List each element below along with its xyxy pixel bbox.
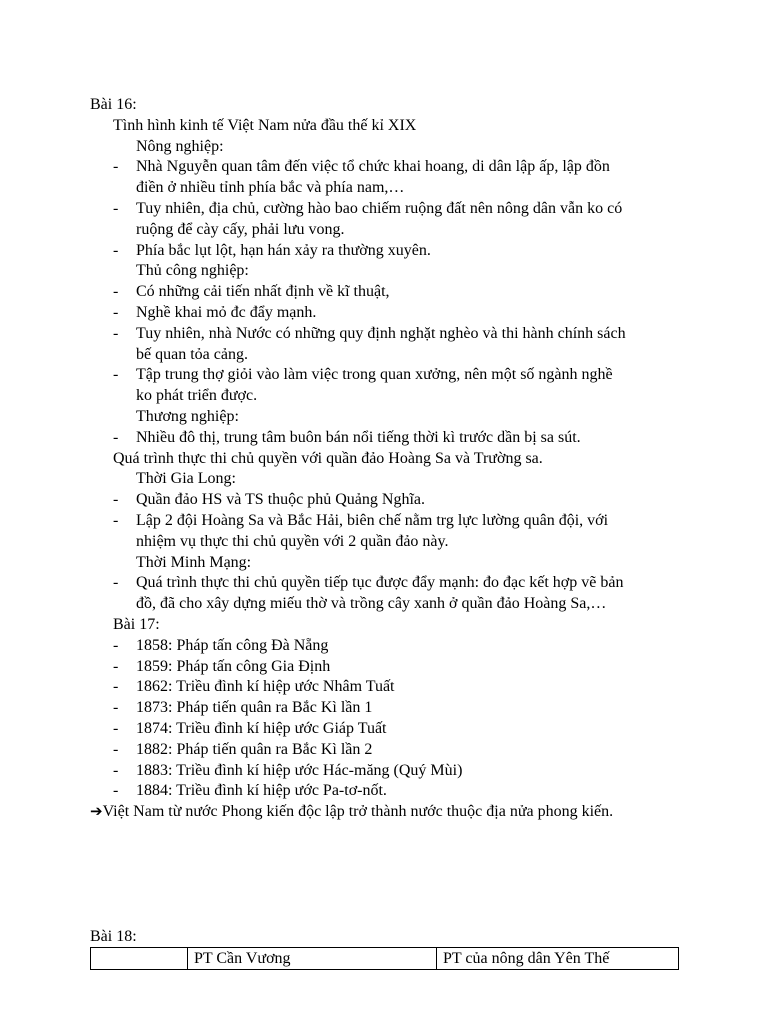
table-cell-empty <box>91 948 188 970</box>
nong-nghiep-item: Nhà Nguyễn quan tâm đến việc tổ chức khai hoang, di dân lập ấp, lập đồn <box>136 158 610 175</box>
sovereignty-title: Quá trình thực thi chủ quyền với quần đảo Hoàng Sa và Trường sa. <box>113 450 543 467</box>
thu-cong-nghiep-item: Có những cải tiến nhất định về kĩ thuật, <box>136 283 390 300</box>
timeline-event: 1862: Triều đình kí hiệp ước Nhâm Tuất <box>136 678 395 695</box>
timeline-event: 1882: Pháp tiến quân ra Bắc Kì lần 2 <box>136 741 373 758</box>
bullet-dash: - <box>113 512 119 529</box>
thuong-nghiep-item: Nhiều đô thị, trung tâm buôn bán nổi tiếng thời kì trước dần bị sa sút. <box>136 429 581 446</box>
minh-mang-label: Thời Minh Mạng: <box>136 554 252 571</box>
bullet-dash: - <box>113 366 119 383</box>
thuong-nghiep-label: Thương nghiệp: <box>136 408 239 425</box>
bullet-dash: - <box>113 200 119 217</box>
bullet-dash: - <box>113 242 119 259</box>
thu-cong-nghiep-item: bế quan tỏa cảng. <box>136 346 248 363</box>
lesson-16-title: Tình hình kinh tế Việt Nam nửa đầu thế kỉ XIX <box>113 117 417 134</box>
comparison-table <box>90 947 679 970</box>
thu-cong-nghiep-label: Thủ công nghiệp: <box>136 262 249 279</box>
bullet-dash: - <box>113 574 119 591</box>
gia-long-item: Lập 2 đội Hoàng Sa và Bắc Hải, biên chế nằm trg lực lường quân đội, với <box>136 512 609 529</box>
conclusion-text: Việt Nam từ nước Phong kiến độc lập trở thành nước thuộc địa nửa phong kiến. <box>102 803 614 820</box>
thu-cong-nghiep-item: Nghề khai mỏ đc đẩy mạnh. <box>136 304 317 321</box>
nong-nghiep-item: Tuy nhiên, địa chủ, cường hào bao chiếm ruộng đất nên nông dân vẫn ko có <box>136 200 623 217</box>
nong-nghiep-label: Nông nghiệp: <box>136 138 224 155</box>
gia-long-item: nhiệm vụ thực thi chủ quyền với 2 quần đảo này. <box>136 533 449 550</box>
arrow-right-icon: ➔ <box>90 802 103 820</box>
bullet-dash: - <box>113 658 119 675</box>
thu-cong-nghiep-item: Tập trung thợ giỏi vào làm việc trong quan xưởng, nên một số ngành nghề <box>136 366 613 383</box>
timeline-event: 1884: Triều đình kí hiệp ước Pa-tơ-nốt. <box>136 782 387 799</box>
timeline-event: 1874: Triều đình kí hiệp ước Giáp Tuất <box>136 720 387 737</box>
minh-mang-item: Quá trình thực thi chủ quyền tiếp tục được đẩy mạnh: đo đạc kết hợp vẽ bản <box>136 574 624 591</box>
minh-mang-item: đồ, đã cho xây dựng miếu thờ và trồng cây xanh ở quần đảo Hoàng Sa,… <box>136 595 607 612</box>
table-cell-yen-the: PT của nông dân Yên Thế <box>437 948 679 970</box>
bullet-dash: - <box>113 304 119 321</box>
thu-cong-nghiep-item: Tuy nhiên, nhà Nước có những quy định nghặt nghèo và thi hành chính sách <box>136 325 626 342</box>
bullet-dash: - <box>113 158 119 175</box>
gia-long-item: Quần đảo HS và TS thuộc phủ Quảng Nghĩa. <box>136 491 425 508</box>
bullet-dash: - <box>113 720 119 737</box>
bullet-dash: - <box>113 762 119 779</box>
timeline-event: 1858: Pháp tấn công Đà Nẵng <box>136 637 329 654</box>
lesson-17-heading: Bài 17: <box>113 616 160 633</box>
timeline-event: 1883: Triều đình kí hiệp ước Hác-măng (Quý Mùi) <box>136 762 463 779</box>
gia-long-label: Thời Gia Long: <box>136 470 236 487</box>
timeline-event: 1859: Pháp tấn công Gia Định <box>136 658 331 675</box>
timeline-event: 1873: Pháp tiến quân ra Bắc Kì lần 1 <box>136 699 373 716</box>
bullet-dash: - <box>113 782 119 799</box>
bullet-dash: - <box>113 283 119 300</box>
bullet-dash: - <box>113 741 119 758</box>
bullet-dash: - <box>113 699 119 716</box>
conclusion-line <box>90 801 613 822</box>
thu-cong-nghiep-item: ko phát triển được. <box>136 387 258 404</box>
lesson-18-heading: Bài 18: <box>90 928 137 945</box>
bullet-dash: - <box>113 429 119 446</box>
bullet-dash: - <box>113 491 119 508</box>
lesson-16-heading: Bài 16: <box>90 96 137 113</box>
table-header-row <box>91 948 679 970</box>
table-cell-can-vuong: PT Cần Vương <box>188 948 437 970</box>
nong-nghiep-item: điền ở nhiều tỉnh phía bắc và phía nam,… <box>136 179 405 196</box>
bullet-dash: - <box>113 325 119 342</box>
bullet-dash: - <box>113 637 119 654</box>
bullet-dash: - <box>113 678 119 695</box>
nong-nghiep-item: ruộng để cày cấy, phải lưu vong. <box>136 221 345 238</box>
nong-nghiep-item: Phía bắc lụt lột, hạn hán xảy ra thường xuyên. <box>136 242 431 259</box>
